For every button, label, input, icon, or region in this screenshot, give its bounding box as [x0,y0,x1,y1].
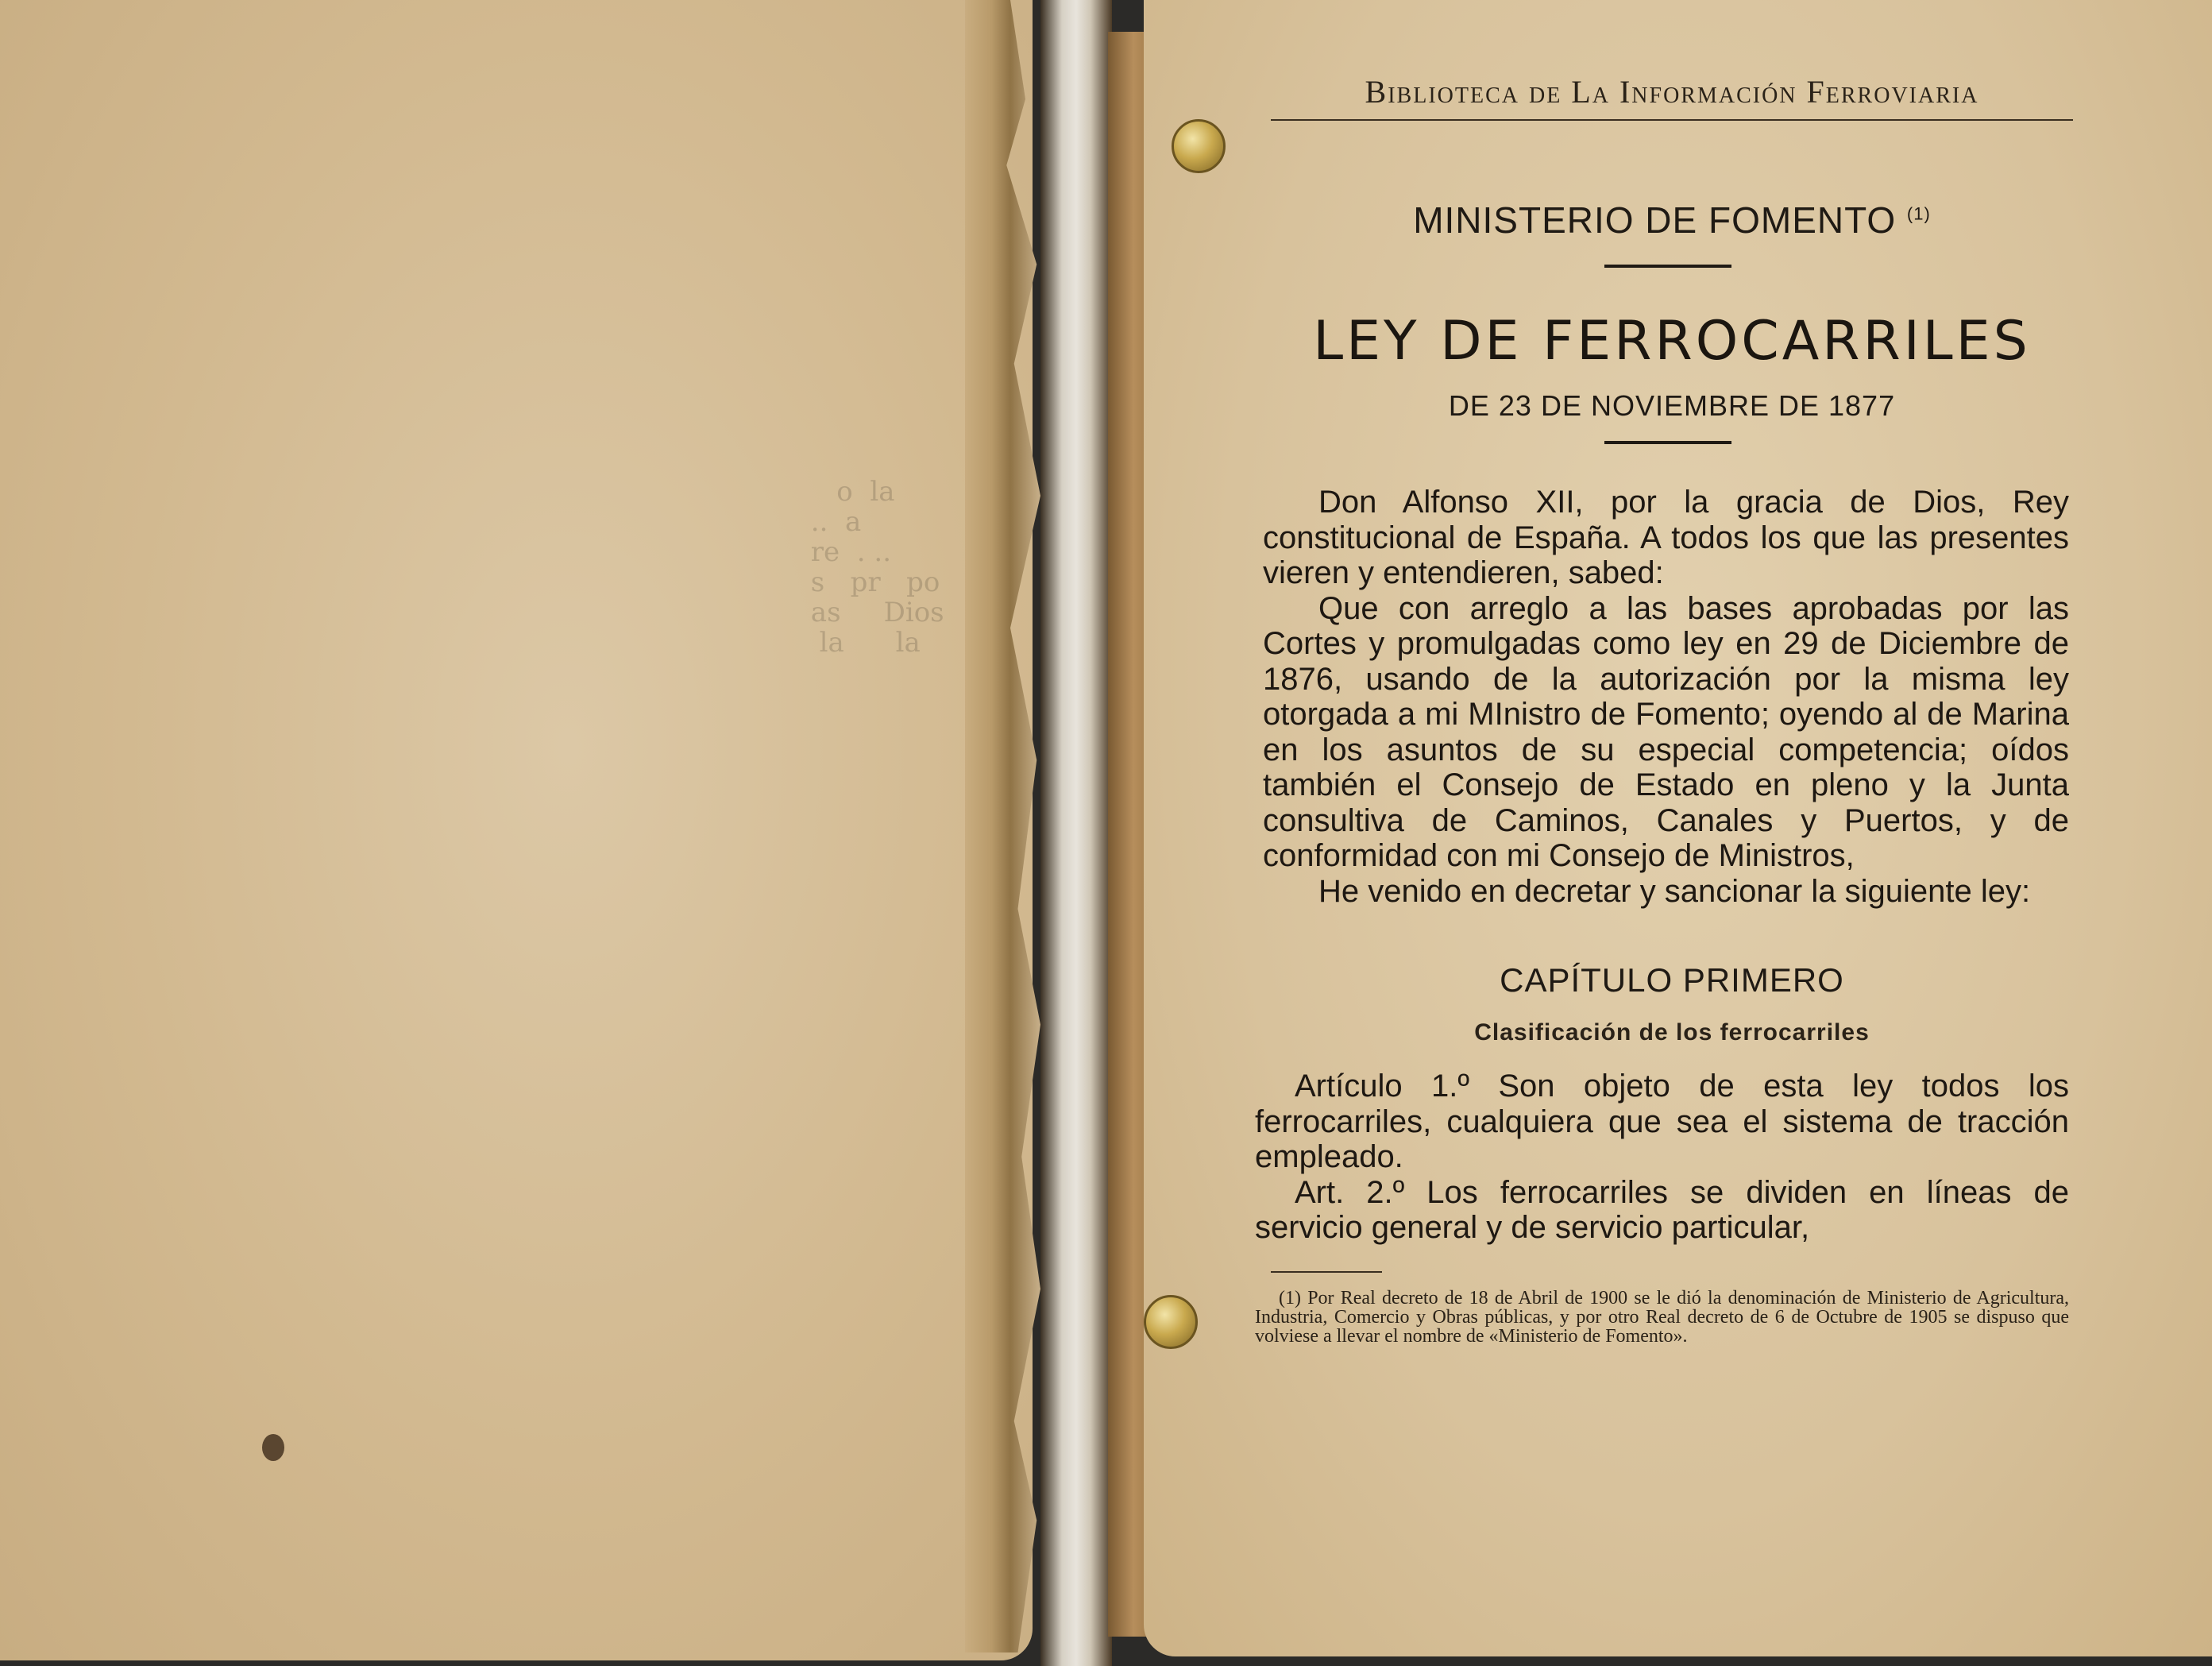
chapter-subtitle: Clasificación de los ferrocarriles [1474,1019,1870,1046]
left-page-blank [0,0,1033,1660]
preamble-paragraph: Que con arreglo a las bases aprobadas por las Cortes y promulgadas como ley en 29 de Diciembre de 1876, usando de la autorización por la misma ley otorgada a mi MInistro de Fomento; oyendo al de Marina en los asuntos de su especial competencia; oídos también el Consejo de Estado en pleno y la Junta consultiva de Caminos, Canales y Puertos, y de conformidad con mi Consejo de Ministros, [1263,590,2069,873]
footnote-text: (1) Por Real decreto de 18 de Abril de 1900 se le dió la denominación de Ministerio de Agricultura, Industria, Comercio y Obras públicas, y por otro Real decreto de 6 de Octubre de 1905 se dispuso que volviese a llevar el nombre de «Ministerio de Fomento». [1255,1288,2069,1347]
footnote-rule [1271,1271,1382,1273]
book-gutter [1040,0,1112,1666]
ministry-heading [1271,199,2073,242]
running-head: Biblioteca de La Información Ferroviaria [1365,74,1979,110]
heading-rule-2 [1604,441,1731,444]
law-date: DE 23 DE NOVIEMBRE DE 1877 [1448,389,1896,422]
footnote [1255,1289,2069,1346]
chapter-title: CAPÍTULO PRIMERO [1500,961,1844,999]
preamble [1263,485,2069,909]
footnote-marker: (1) [1906,203,1931,224]
bleed-through-text: o la .. a re . .. s pr po as Dios la la [810,476,944,659]
top-staple [1172,119,1226,173]
bottom-staple [1144,1295,1198,1349]
ministry-text: MINISTERIO DE FOMENTO [1413,199,1897,241]
law-title: LEY DE FERROCARRILES [1313,310,2031,373]
header-rule [1271,119,2073,121]
article-2: Art. 2.º Los ferrocarriles se dividen en líneas de servicio general y de servicio particular, [1255,1174,2069,1245]
paper-hole [262,1434,284,1461]
preamble-paragraph: He venido en decretar y sancionar la siguiente ley: [1318,873,2031,909]
article-1: Artículo 1.º Son objeto de esta ley todos los ferrocarriles, cualquiera que sea el sistema de tracción empleado. [1255,1069,2069,1174]
preamble-paragraph: Don Alfonso XII, por la gracia de Dios, Rey constitucional de España. A todos los que las presentes vieren y entendieren, sabed: [1263,485,2069,590]
articles [1255,1069,2069,1246]
heading-rule-1 [1604,265,1731,268]
